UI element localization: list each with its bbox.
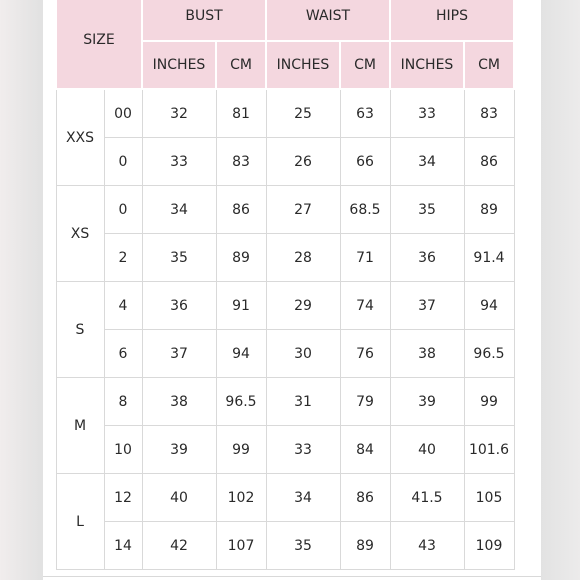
bust-inches: 36	[142, 282, 216, 330]
waist-cm: 86	[340, 474, 390, 522]
bust-inches: 34	[142, 186, 216, 234]
bust-cm: 96.5	[216, 378, 266, 426]
hips-cm: 86	[464, 138, 514, 186]
sub-size: 2	[104, 234, 142, 282]
waist-cm: 68.5	[340, 186, 390, 234]
waist-inches: 30	[266, 330, 340, 378]
size-label: L	[56, 474, 104, 570]
waist-cm: 74	[340, 282, 390, 330]
sub-size: 0	[104, 186, 142, 234]
size-chart-table	[55, 0, 515, 570]
table-row	[56, 522, 514, 570]
bust-cm: 83	[216, 138, 266, 186]
header-waist: WAIST	[266, 0, 390, 41]
bust-cm: 102	[216, 474, 266, 522]
waist-inches: 28	[266, 234, 340, 282]
header-hips-cm: CM	[464, 41, 514, 89]
sub-size: 00	[104, 89, 142, 138]
table-row	[56, 378, 514, 426]
bust-inches: 38	[142, 378, 216, 426]
bust-cm: 91	[216, 282, 266, 330]
waist-inches: 31	[266, 378, 340, 426]
size-label: XXS	[56, 89, 104, 186]
bust-inches: 35	[142, 234, 216, 282]
hips-cm: 109	[464, 522, 514, 570]
hips-inches: 33	[390, 89, 464, 138]
sub-size: 4	[104, 282, 142, 330]
bust-cm: 107	[216, 522, 266, 570]
waist-inches: 33	[266, 426, 340, 474]
bust-inches: 32	[142, 89, 216, 138]
hips-cm: 105	[464, 474, 514, 522]
waist-cm: 63	[340, 89, 390, 138]
waist-cm: 79	[340, 378, 390, 426]
header-bust-inches: INCHES	[142, 41, 216, 89]
waist-inches: 25	[266, 89, 340, 138]
sub-size: 8	[104, 378, 142, 426]
table-row	[56, 474, 514, 522]
header-bust: BUST	[142, 0, 266, 41]
hips-inches: 41.5	[390, 474, 464, 522]
hips-inches: 35	[390, 186, 464, 234]
header-size: SIZE	[56, 0, 142, 89]
hips-inches: 40	[390, 426, 464, 474]
hips-inches: 37	[390, 282, 464, 330]
hips-cm: 99	[464, 378, 514, 426]
table-row	[56, 186, 514, 234]
table-row	[56, 426, 514, 474]
bust-inches: 40	[142, 474, 216, 522]
sub-size: 10	[104, 426, 142, 474]
waist-inches: 29	[266, 282, 340, 330]
waist-cm: 89	[340, 522, 390, 570]
hips-cm: 91.4	[464, 234, 514, 282]
bust-cm: 99	[216, 426, 266, 474]
waist-cm: 66	[340, 138, 390, 186]
size-chart-sheet	[43, 0, 541, 580]
header-waist-inches: INCHES	[266, 41, 340, 89]
table-row	[56, 89, 514, 138]
waist-inches: 35	[266, 522, 340, 570]
hips-inches: 43	[390, 522, 464, 570]
size-label: XS	[56, 186, 104, 282]
hips-cm: 96.5	[464, 330, 514, 378]
waist-cm: 76	[340, 330, 390, 378]
waist-cm: 84	[340, 426, 390, 474]
bust-cm: 81	[216, 89, 266, 138]
bust-inches: 42	[142, 522, 216, 570]
hips-inches: 36	[390, 234, 464, 282]
size-label: S	[56, 282, 104, 378]
table-row	[56, 138, 514, 186]
hips-inches: 34	[390, 138, 464, 186]
sub-size: 6	[104, 330, 142, 378]
sub-size: 12	[104, 474, 142, 522]
header-hips: HIPS	[390, 0, 514, 41]
hips-cm: 101.6	[464, 426, 514, 474]
table-continuation-edge	[43, 576, 541, 580]
hips-inches: 39	[390, 378, 464, 426]
bust-inches: 37	[142, 330, 216, 378]
table-row	[56, 234, 514, 282]
hips-inches: 38	[390, 330, 464, 378]
size-label: M	[56, 378, 104, 474]
table-row	[56, 282, 514, 330]
header-row-groups	[56, 0, 514, 41]
hips-cm: 94	[464, 282, 514, 330]
header-bust-cm: CM	[216, 41, 266, 89]
bust-cm: 89	[216, 234, 266, 282]
hips-cm: 89	[464, 186, 514, 234]
header-hips-inches: INCHES	[390, 41, 464, 89]
hips-cm: 83	[464, 89, 514, 138]
header-waist-cm: CM	[340, 41, 390, 89]
sub-size: 0	[104, 138, 142, 186]
waist-inches: 34	[266, 474, 340, 522]
bust-cm: 94	[216, 330, 266, 378]
bust-cm: 86	[216, 186, 266, 234]
waist-inches: 26	[266, 138, 340, 186]
waist-inches: 27	[266, 186, 340, 234]
sub-size: 14	[104, 522, 142, 570]
table-row	[56, 330, 514, 378]
bust-inches: 33	[142, 138, 216, 186]
waist-cm: 71	[340, 234, 390, 282]
bust-inches: 39	[142, 426, 216, 474]
